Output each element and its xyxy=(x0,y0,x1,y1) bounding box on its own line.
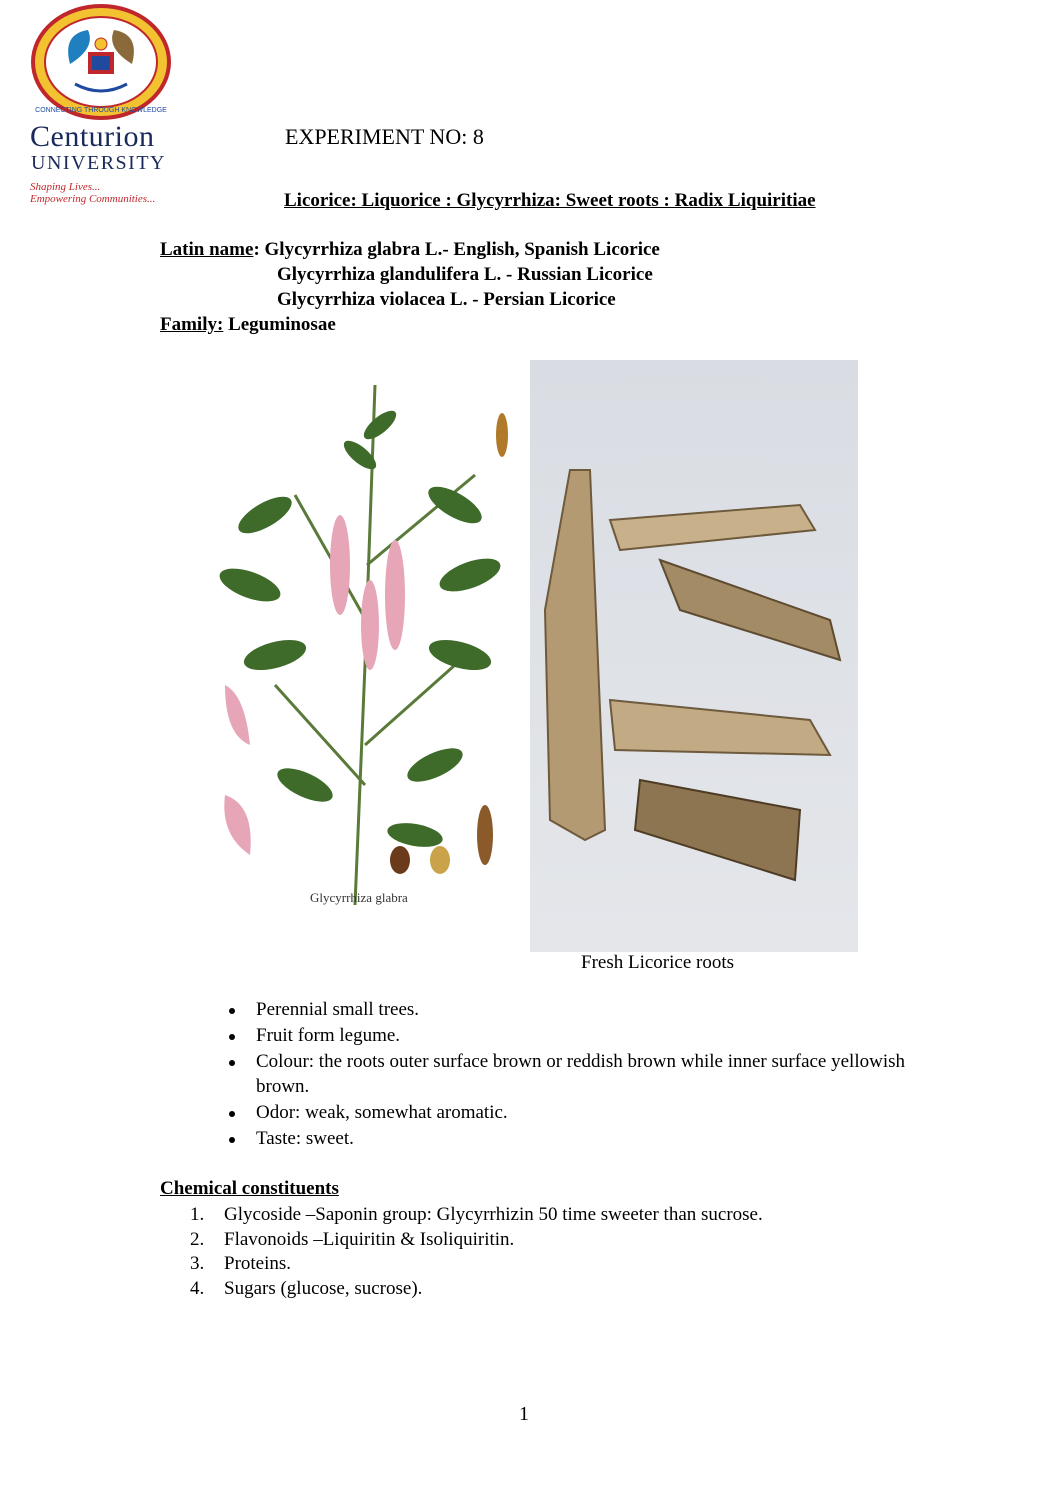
bullet-icon xyxy=(229,1008,235,1014)
university-logo xyxy=(30,4,172,120)
brand-name: Centurion xyxy=(30,120,155,153)
roots-caption: Fresh Licorice roots xyxy=(581,952,735,973)
list-item: 2. Flavonoids –Liquiritin & Isoliquiritin. xyxy=(190,1228,515,1250)
family-line xyxy=(160,314,336,336)
family-label: Family: xyxy=(160,314,224,335)
brand-subtitle: UNIVERSITY xyxy=(31,152,166,174)
latin-name-line-1 xyxy=(160,239,660,261)
list-item: Colour: the roots outer surface brown or reddish brown while inner surface yellowish brown. xyxy=(228,1050,928,1099)
features-list xyxy=(228,998,928,1153)
chemical-constituents-heading: Chemical constituents xyxy=(160,1178,339,1199)
brand-tagline-1: Shaping Lives... xyxy=(30,181,101,193)
chemical-constituents-list xyxy=(190,1203,890,1301)
family-value: Leguminosae xyxy=(223,314,336,335)
list-item: Taste: sweet. xyxy=(228,1127,928,1152)
list-item: 3. Proteins. xyxy=(190,1253,292,1274)
brand-tagline-2: Empowering Communities... xyxy=(30,193,156,205)
plant-illustration xyxy=(205,365,510,935)
list-item: 1. Glycoside –Saponin group: Glycyrrhizin 50 time sweeter than sucrose. xyxy=(190,1204,763,1225)
licorice-roots-photo xyxy=(530,360,858,952)
plant-caption: Glycyrrhiza glabra xyxy=(310,890,408,905)
latin-name-line-2: Glycyrrhiza glandulifera L. - Russian Licorice xyxy=(277,264,653,285)
bullet-icon xyxy=(229,1060,235,1066)
latin-name-label: Latin name xyxy=(160,239,254,260)
list-item: Perennial small trees. xyxy=(228,998,928,1023)
list-item: Fruit form legume. xyxy=(228,1024,928,1049)
list-item: 4. Sugars (glucose, sucrose). xyxy=(190,1277,423,1299)
logo-ring-text: CONNECTING THROUGH KNOWLEDGE xyxy=(35,107,167,114)
experiment-title: EXPERIMENT NO: 8 xyxy=(285,124,484,149)
bullet-icon xyxy=(229,1034,235,1040)
drug-heading: Licorice: Liquorice : Glycyrrhiza: Sweet roots : Radix Liquiritiae xyxy=(284,190,816,211)
list-item: Odor: weak, somewhat aromatic. xyxy=(228,1101,928,1126)
latin-name-line-3: Glycyrrhiza violacea L. - Persian Licorice xyxy=(277,289,616,310)
bullet-icon xyxy=(229,1137,235,1143)
latin-name-value: : Glycyrrhiza glabra L.- English, Spanish Licorice xyxy=(253,239,660,260)
bullet-icon xyxy=(229,1111,235,1117)
page-number: 1 xyxy=(519,1403,529,1425)
